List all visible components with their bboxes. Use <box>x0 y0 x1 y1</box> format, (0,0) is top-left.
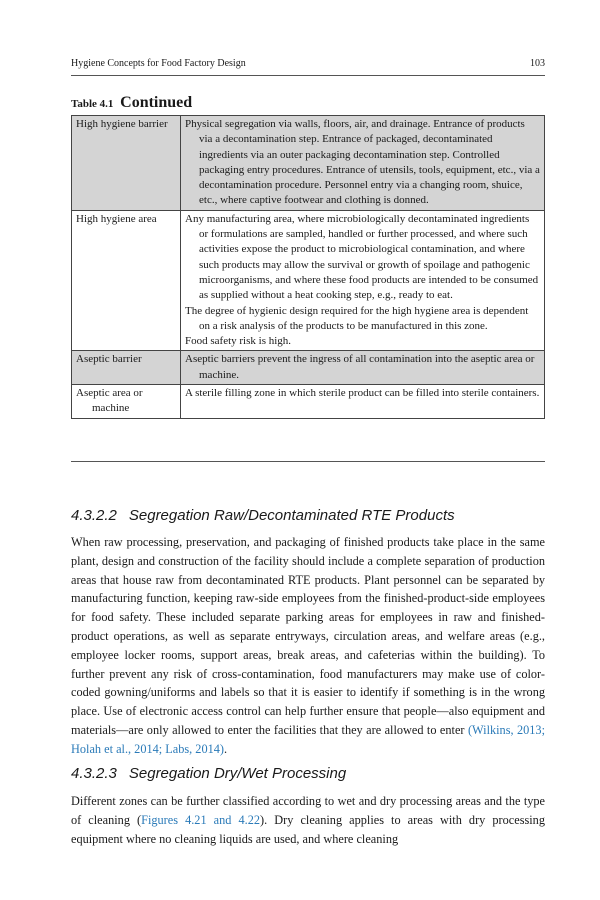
table-caption <box>71 94 192 112</box>
section-paragraph <box>71 533 545 759</box>
paragraph-text-end: . <box>224 741 228 756</box>
paragraph-text: Different zones can be further classified according to wet and dry processing areas and the type of cleaning ( <box>71 794 545 827</box>
definition-cell <box>181 210 545 351</box>
term: High hygiene area <box>76 212 157 225</box>
table-row <box>72 116 545 211</box>
table-title: Continued <box>120 94 193 111</box>
term: Aseptic area or machine <box>76 387 143 415</box>
definition-paragraph: Food safety risk is high. <box>185 335 292 348</box>
definition-paragraph: Aseptic barriers prevent the ingress of all contamination into the aseptic area or machine. <box>185 353 535 381</box>
figure-reference-link[interactable]: Figures 4.21 and 4.22 <box>141 812 261 827</box>
section-number: 4.3.2.2 <box>71 507 117 524</box>
term: Aseptic barrier <box>76 353 142 366</box>
term-cell <box>72 385 181 419</box>
section-paragraph <box>71 792 545 848</box>
definition-cell <box>181 351 545 385</box>
paragraph-text-end: ). Dry cleaning applies to areas with dry processing equipment where no cleaning liquids are used, and where cleaning <box>71 812 545 846</box>
section-heading-4-3-2-2 <box>71 507 455 524</box>
citation-link[interactable]: (Wilkins, 2013; Holah et al., 2014; Labs, 2014) <box>71 722 545 756</box>
definition-paragraph: The degree of hygienic design required for the high hygiene area is dependent on a risk analysis of the products to be manufactured in this zone. <box>185 304 529 332</box>
table-row <box>72 210 545 351</box>
section-number: 4.3.2.3 <box>71 765 117 782</box>
definition-paragraph: A sterile filling zone in which sterile product can be filled into sterile containers. <box>185 387 540 400</box>
table-row <box>72 385 545 419</box>
header-rule <box>71 75 545 76</box>
definition-cell <box>181 116 545 211</box>
page-number: 103 <box>530 58 545 69</box>
section-title: Segregation Dry/Wet Processing <box>128 765 347 782</box>
paragraph-text: When raw processing, preservation, and packaging of finished products take place in the same plant, design and construction of the facility should include a complete separation of production areas that house raw from decontaminated RTE products. Plant personnel can be separated by manufacturing function, keeping raw-side employees from the finished-product-side employees for food safety. These included separate parking areas for employees in raw and finished-product operations, as well as separate entryways, circulation areas, and welfare areas (e.g., employee locker rooms, support areas, break areas, and cafeterias within the building). To further prevent any risk of cross-contamination, food manufacturers may make use of color-coded gowning/uniforms and labels so that it is easier to identify if something is in the wrong place. Use of electronic access control can help further ensure that people—also equipment and materials—are only allowed to enter the facilities that they are allowed to enter <box>71 535 545 737</box>
section-heading-4-3-2-3 <box>71 765 346 782</box>
term-cell <box>72 351 181 385</box>
definition-cell <box>181 385 545 419</box>
definition-paragraph: Any manufacturing area, where microbiologically decontaminated ingredients or formulations are sampled, handled or further processed, and where such activities expose the product to microbiological contamination, and where such products may allow the survival or growth of spoilage and pathogenic microorganisms, and where these food products are intended to be consumed as supplied without a heat cooking step, e.g., ready to eat. <box>185 212 539 302</box>
term-cell <box>72 116 181 211</box>
table-label: Table 4.1 <box>71 98 114 110</box>
term-cell <box>72 210 181 351</box>
term: High hygiene barrier <box>76 118 168 130</box>
section-title: Segregation Raw/Decontaminated RTE Products <box>128 507 455 524</box>
definition-paragraph: Physical segregation via walls, floors, air, and drainage. Entrance of products via a decontamination step. Entrance of packaged, decontaminated ingredients via an outer packaging decontamination step. Controlled packaging entry procedures. Entrance of utensils, tools, equipment, etc., via a decontamination procedure. Personnel entry via a changing room, shuice, etc., where captive footwear and clothing is donned. <box>185 118 540 207</box>
table-row <box>72 351 545 385</box>
running-head <box>71 58 545 72</box>
definitions-table <box>71 115 545 419</box>
running-head-title: Hygiene Concepts for Food Factory Design <box>71 58 246 69</box>
table-bottom-rule <box>71 461 545 462</box>
